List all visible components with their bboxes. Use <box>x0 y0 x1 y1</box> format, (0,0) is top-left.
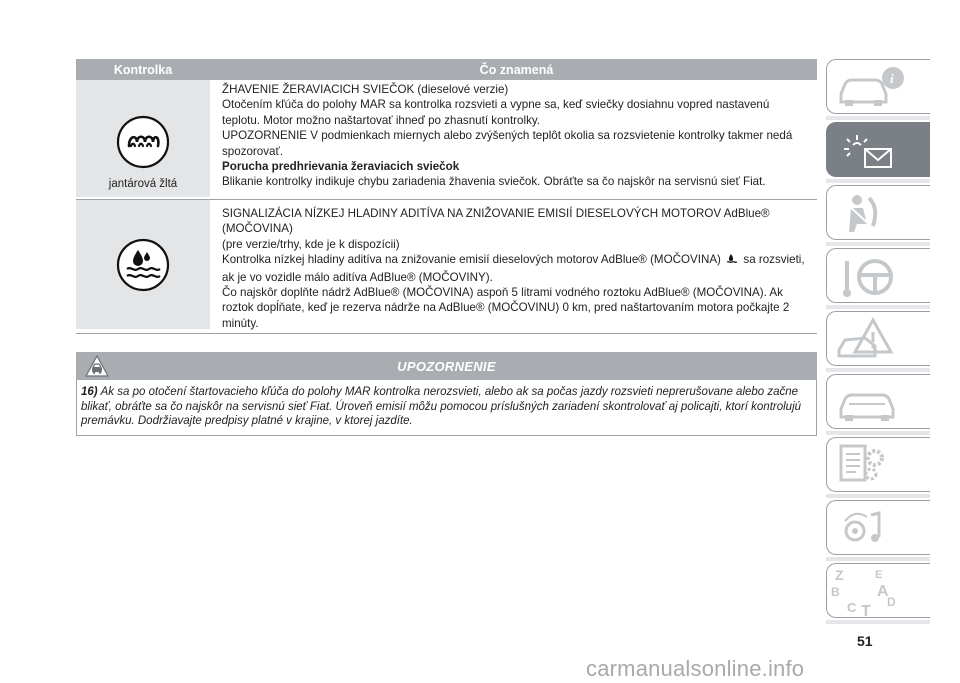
warning-header <box>76 352 817 380</box>
warning-box <box>76 352 817 436</box>
row-divider <box>76 333 817 334</box>
tab-emergency[interactable] <box>826 311 930 366</box>
index-letter: A <box>877 583 889 600</box>
glow-plug-icon <box>116 115 170 174</box>
index-letter: D <box>887 595 896 609</box>
safety-airbag-icon <box>827 186 931 241</box>
description-cell <box>210 80 817 199</box>
index-letter: C <box>847 600 857 615</box>
desc-line: ŽHAVENIE ŽERAVIACICH SVIEČOK (dieselové verzie) <box>222 83 509 96</box>
tab-multimedia[interactable] <box>826 500 930 555</box>
desc-line: Blikanie kontrolky indikuje chybu zariadenia žhavenia sviečok. Obráťte sa čo najskôr na servisnú sieť Fiat. <box>222 175 766 189</box>
desc-line: (MOČOVINA) <box>222 222 293 236</box>
tab-technical-data[interactable] <box>826 437 930 492</box>
index-letters-icon <box>827 564 931 619</box>
technical-data-icon <box>827 438 931 493</box>
watermark: carmanualsonline.info <box>586 656 805 681</box>
steering-wheel-icon <box>827 249 931 304</box>
desc-subheading: Porucha predhrievania žeraviacich sviečok <box>222 160 460 174</box>
desc-line: (pre verzie/trhy, kde je k dispozícii) <box>222 237 400 251</box>
desc-text: sa rozsvieti, <box>743 253 805 267</box>
tab-index[interactable] <box>826 563 930 618</box>
tab-divider <box>826 494 930 498</box>
tab-divider <box>826 242 930 246</box>
table-row <box>76 80 817 199</box>
tab-starting-driving[interactable] <box>826 248 930 303</box>
icon-cell <box>76 80 210 197</box>
maintenance-car-icon <box>827 375 931 430</box>
tab-warning-lights[interactable] <box>826 122 930 177</box>
desc-line: Otočením kľúča do polohy MAR sa kontrolka rozsvieti a vypne sa, keď sviečky dosiahnu vopred nastavenú <box>222 98 770 112</box>
tab-divider <box>826 557 930 561</box>
car-warning-icon <box>85 355 109 380</box>
warning-lights-icon <box>827 123 931 178</box>
warning-body <box>76 380 817 436</box>
index-letter: T <box>861 603 871 619</box>
desc-line: Čo najskôr doplňte nádrž AdBlue® (MOČOVINA) aspoň 5 litrami vodného roztoku AdBlue® (MOČOVINA). Ak <box>222 286 783 300</box>
desc-line: roztok dopĺňate, keď je rezerva nádrže na AdBlue® (MOČOVINU) 0 km, pred naštartovaním motora počkajte 2 <box>222 301 790 315</box>
warning-lights-table <box>76 59 817 334</box>
tab-divider <box>826 116 930 120</box>
tab-car-info[interactable] <box>826 59 930 114</box>
desc-line: ak je vo vozidle málo aditíva AdBlue® (MOČOVINY). <box>222 270 493 284</box>
tab-divider <box>826 305 930 309</box>
desc-line: teplotu. Motor možno naštartovať ihneď po zhasnutí kontrolky. <box>222 113 541 127</box>
svg-text:i: i <box>890 71 894 86</box>
desc-line: spozorovať. <box>222 144 284 158</box>
tab-divider <box>826 368 930 372</box>
emergency-icon <box>827 312 931 367</box>
adblue-level-icon <box>116 238 170 297</box>
tab-maintenance[interactable] <box>826 374 930 429</box>
desc-line <box>222 252 811 269</box>
desc-line: SIGNALIZÁCIA NÍZKEJ HLADINY ADITÍVA NA ZNIŽOVANIE EMISIÍ DIESELOVÝCH MOTOROV AdBlue® <box>222 207 770 220</box>
warning-number: 16) <box>81 386 98 398</box>
desc-line: UPOZORNENIE V podmienkach miernych alebo zvýšených teplôt okolia sa rozsvietenie kontrolky takmer nedá <box>222 129 793 143</box>
tab-safety[interactable] <box>826 185 930 240</box>
car-info-icon <box>827 60 931 115</box>
tab-divider <box>826 620 930 624</box>
tab-divider <box>826 179 930 183</box>
header-co-znamena: Čo znamená <box>479 62 554 77</box>
desc-text: Kontrolka nízkej hladiny aditíva na znižovanie emisií dieselových motorov AdBlue® (MOČOVINA) <box>222 253 721 267</box>
index-letter: Z <box>835 567 844 583</box>
warning-text: Ak sa po otočení štartovacieho kľúča do polohy MAR kontrolka nerozsvieti, alebo ak sa počas jazdy rozsvieti neprerušovane alebo začne blikať, obráťte sa čo najskôr na servisnú sieť Fiat. Úroveň emisií môžu pomocou príslušných zariadení skontrolovať aj policajti, ktorí kontrolujú premávku. Dodržiavajte predpisy platné v krajine, v ktorej jazdíte. <box>81 386 802 427</box>
page-number: 51 <box>857 633 873 649</box>
desc-line: minúty. <box>222 316 259 330</box>
index-letter: E <box>875 569 883 581</box>
tab-divider <box>826 431 930 435</box>
multimedia-icon <box>827 501 931 556</box>
index-letter: B <box>831 585 840 599</box>
description-cell <box>210 200 817 333</box>
table-row <box>76 200 817 333</box>
warning-title: UPOZORNENIE <box>397 358 496 374</box>
header-kontrolka: Kontrolka <box>113 62 173 77</box>
table-header <box>76 59 817 80</box>
icon-cell <box>76 200 210 329</box>
icon-color-label: jantárová žltá <box>108 178 178 190</box>
adblue-inline-icon <box>726 253 738 269</box>
